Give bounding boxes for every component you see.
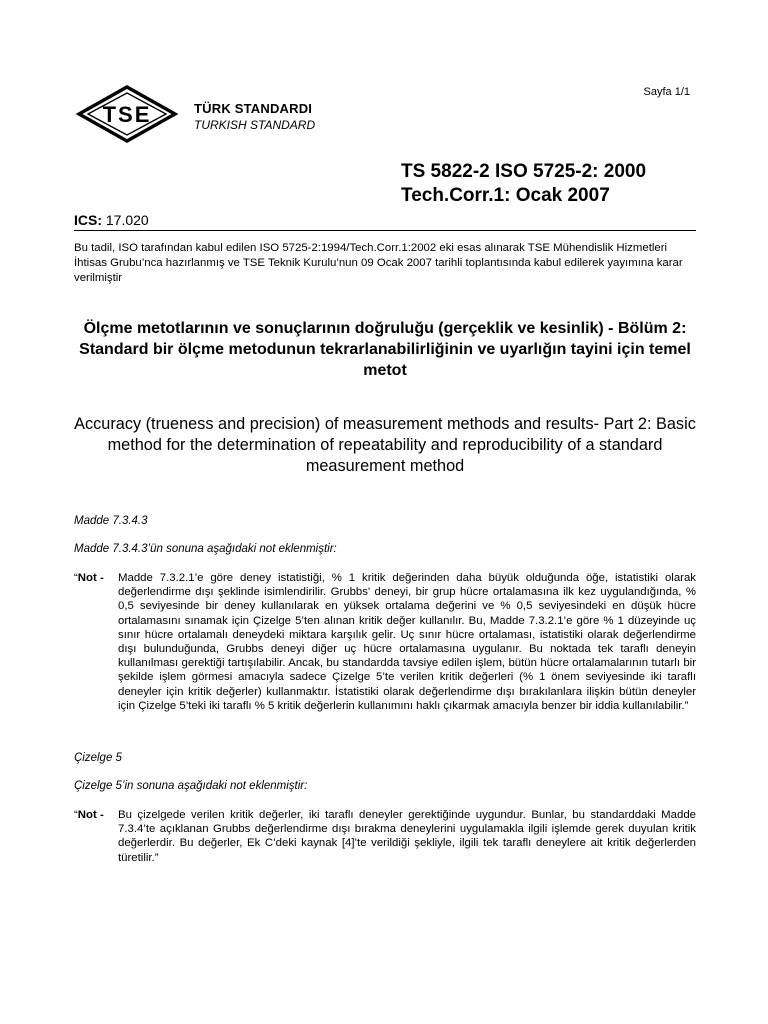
section2-heading: Çizelge 5 — [74, 752, 122, 764]
section1-heading: Madde 7.3.4.3 — [74, 515, 148, 527]
approval-paragraph: Bu tadil, ISO tarafından kabul edilen ISO 5725-2:1994/Tech.Corr.1:2002 eki esas alınarak TSE Mühendislik Hizmetleri İhtisas Grubu’nca hazırlanmış ve TSE Teknik Kurulu’nun 09 Ocak 2007 tarihli toplantısında kabul edilerek yayımına karar verilmiştir — [74, 242, 683, 284]
note-label — [74, 808, 118, 865]
title-english: Accuracy (trueness and precision) of measurement methods and results- Part 2: Basic method for the determination of repeatability and reproducibility of a standard measurement method — [74, 415, 696, 475]
title-turkish: Ölçme metotlarının ve sonuçlarının doğruluğu (gerçeklik ve kesinlik) - Bölüm 2: Standard bir ölçme metodunun tekrarlanabilirliğinin ve uyarlığın tayini için temel metot — [79, 320, 691, 379]
ics-value: 17.020 — [105, 212, 149, 228]
note-open-quote: “ — [74, 809, 78, 821]
tse-logo — [76, 84, 178, 144]
note-label — [74, 571, 118, 713]
ics-label: ICS: — [74, 212, 102, 228]
note-open-quote: “ — [74, 572, 78, 584]
standard-number — [401, 160, 646, 208]
standard-number-line1: TS 5822-2 ISO 5725-2: 2000 — [401, 161, 647, 182]
page-number: Sayfa 1/1 — [643, 86, 690, 98]
org-name-en: TURKISH STANDARD — [194, 118, 316, 132]
header-divider — [74, 230, 696, 231]
note-text: Madde 7.3.2.1’e göre deney istatistiği, % 1 kritik değerinden daha büyük olduğunda öğe, istatistiki olarak değerlendirme dışı şeklinde isimlendirilir. Grubbs' deneyi, bir grup hücre ortalamasına ilk kez uygulandığında, % 0,5 seviyesinde bir deney kullanılarak en yüksek ortalama değerini ve % 0,5 seviyesindeki en düşük hücre ortalamasını sınamak için Çizelge 5’ten alınan kritik değer kullanılır. Bu, Madde 7.3.2.1’e göre % 1 düzeyinde uç sınır hücre ortalamalı deneydeki miktara karşılık gelir. Uç sınır hücre ortalaması, istatistiki olarak değerlendirme dışı bulunduğunda, Grubbs deneyi diğer uç hücre ortalamasına uygulanır. Bu noktada tek taraflı deneyin kullanılması gerektiği tartışılabilir. Ancak, bu standardda tavsiye edilen işlem, bütün hücre ortalamalarının tutarlı bir şekilde işlem görmesi amacıyla sadece Çizelge 5’te verilen kritik değerleri (% 1 önem seviyesinde iki taraflı deneyler için kritik değerler) kullanmaktır. İstatistiki olarak değerlendirme dışı bırakılanlara ilişkin bütün deneyler için Çizelge 5’teki iki taraflı % 5 kritik değerlerin kullanımını haklı çıkarmak amacıyla benzer bir iddia kullanılabilir.” — [118, 572, 696, 712]
note-label-text: Not - — [77, 809, 104, 821]
note-text: Bu çizelgede verilen kritik değerler, iki taraflı deneyler gerektiğinde uygundur. Bunlar, bu standarddaki Madde 7.3.4’te açıklanan Grubbs değerlendirme dışı bırakma deneylerini uygulamakla ilgili işlemde gerek duyulan kritik değerlerdir. Bu değerler, Ek C’deki kaynak [4]’te verildiği şekliyle, ilgili tek taraflı deneylere ait kritik değerlerden türetilir.” — [118, 809, 696, 864]
tse-logo-text: TSE — [102, 102, 152, 127]
note-label-text: Not - — [77, 572, 104, 584]
section1-intro: Madde 7.3.4.3’ün sonuna aşağıdaki not eklenmiştir: — [74, 543, 337, 555]
section2-note — [74, 808, 696, 865]
standard-number-line2: Tech.Corr.1: Ocak 2007 — [401, 185, 610, 206]
section1-note — [74, 571, 696, 713]
section2-intro: Çizelge 5’in sonuna aşağıdaki not eklenmiştir: — [74, 780, 308, 792]
org-name: TÜRK STANDARDI — [194, 101, 313, 116]
ics-line — [74, 212, 149, 228]
